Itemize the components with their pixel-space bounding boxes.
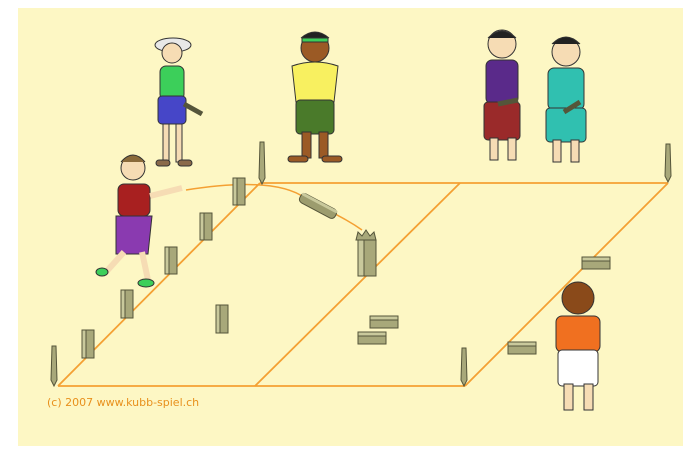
kubb-icon bbox=[233, 178, 245, 205]
credit-text: (c) 2007 www.kubb-spiel.ch bbox=[47, 396, 200, 409]
stake-icon bbox=[259, 142, 265, 184]
stake-icon bbox=[461, 348, 467, 386]
kubb-icon bbox=[82, 330, 94, 358]
stake-icon bbox=[665, 144, 671, 182]
stake-icon bbox=[51, 346, 57, 386]
kubb-block-icon bbox=[508, 342, 536, 354]
kubb-block-icon bbox=[370, 316, 398, 328]
king-icon bbox=[356, 230, 376, 276]
kubb-icon bbox=[165, 247, 177, 274]
kubb-icon bbox=[121, 290, 133, 318]
kubb-icon bbox=[200, 213, 212, 240]
player-purple-tank-icon bbox=[484, 30, 520, 160]
kubb-block-icon bbox=[582, 257, 610, 269]
kubb-icon bbox=[216, 305, 228, 333]
kubb-block-icon bbox=[358, 332, 386, 344]
